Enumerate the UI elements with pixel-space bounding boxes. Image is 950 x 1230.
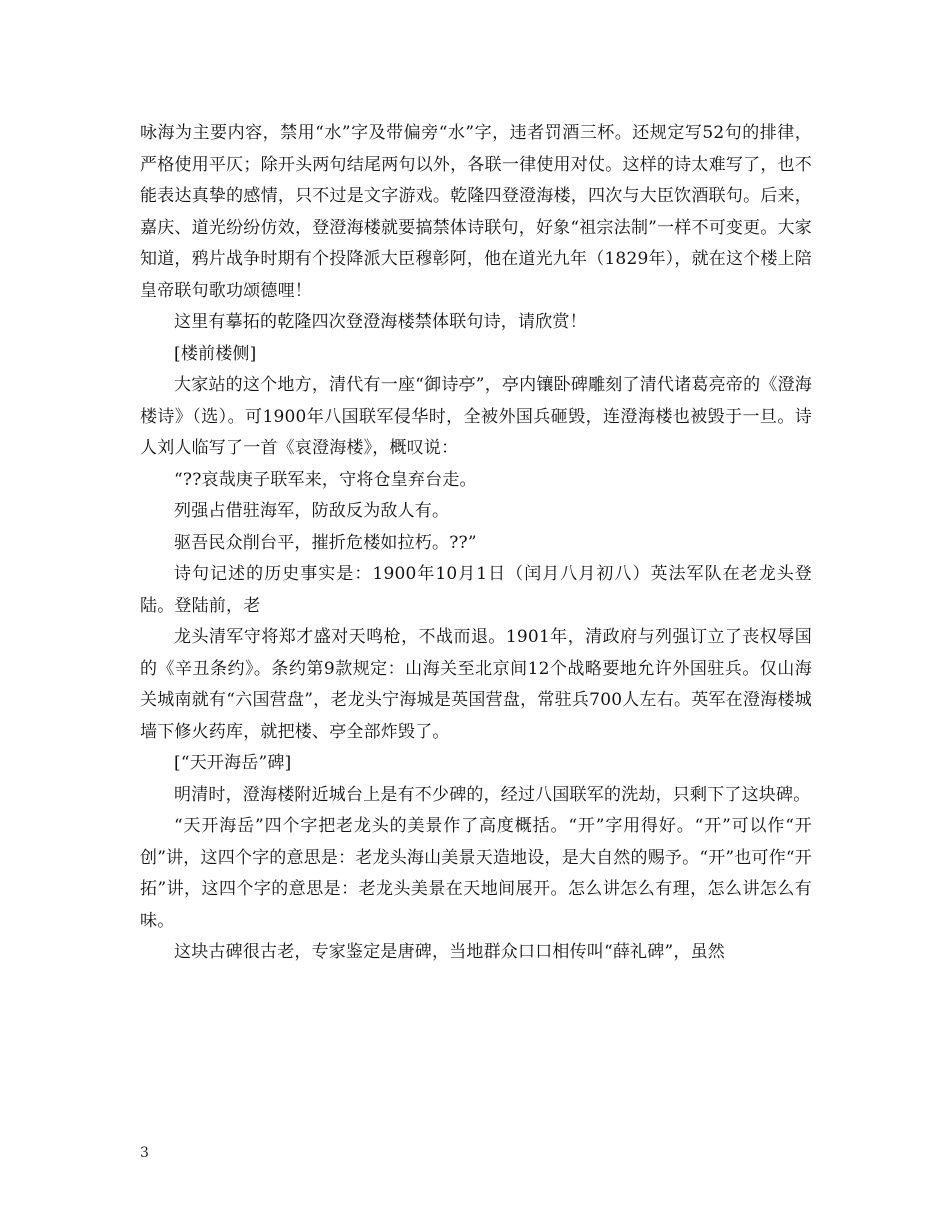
- paragraph: 明清时，澄海楼附近城台上是有不少碑的，经过八国联军的洗劫，只剩下了这块碑。: [174, 784, 811, 805]
- poem-line: 列强占借驻海军，防敌反为敌人有。: [174, 501, 450, 521]
- paragraph: “天开海岳”四个字把老龙头的美景作了高度概括。“开”字用得好。“开”可以作“开创”讲，这四个字的意思是：老龙头海山美景天造地设，是大自然的赐予。“开”也可作“开拓”讲，这四个字的意思是：老龙头美景在天地间展开。怎么讲怎么有理，怎么讲怎么有味。: [140, 816, 812, 931]
- page-number: 3: [140, 1145, 149, 1161]
- poem-line: 驱吾民众削台平，摧折危楼如拉朽。??”: [174, 532, 477, 553]
- paragraph: 龙头清军守将郑才盛对天鸣枪，不战而退。1901年，清政府与列强订立了丧权辱国的《辛丑条约》。条约第9款规定：山海关至北京间12个战略要地允许外国驻兵。仅山海关城南就有“六国营盘”，老龙头宁海城是英国营盘，常驻兵700人左右。英军在澄海楼城墙下修火药库，就把楼、亭全部炸毁了。: [140, 627, 812, 742]
- paragraph: 咏海为主要内容，禁用“水”字及带偏旁“水”字，违者罚酒三杯。还规定写52句的排律，严格使用平仄；除开头两句结尾两句以外，各联一律使用对仗。这样的诗太难写了，也不能表达真挚的感情，只不过是文字游戏。乾隆四登澄海楼，四次与大臣饮酒联句。后来，嘉庆、道光纷纷仿效，登澄海楼就要搞禁体诗联句，好象“祖宗法制”一样不可变更。大家知道，鸦片战争时期有个投降派大臣穆彰阿，他在道光九年（1829年），就在这个楼上陪皇帝联句歌功颂德哩！: [140, 123, 812, 301]
- paragraph: 诗句记述的历史事实是：1900年10月1日（闰月八月初八）英法军队在老龙头登陆。登陆前，老: [140, 564, 812, 616]
- section-heading: [“天开海岳”碑]: [174, 753, 292, 773]
- paragraph: 这块古碑很古老，专家鉴定是唐碑，当地群众口口相传叫“薛礼碑”，虽然: [174, 942, 725, 962]
- section-heading: [楼前楼侧]: [174, 343, 257, 364]
- document-body: [140, 118, 812, 969]
- paragraph: 这里有摹拓的乾隆四次登澄海楼禁体联句诗，请欣赏！: [174, 312, 587, 332]
- poem-line: “??哀哉庚子联军来，守将仓皇弃台走。: [174, 469, 477, 490]
- paragraph: 大家站的这个地方，清代有一座“御诗亭”，亭内镶卧碑雕刻了清代诸葛亮帝的《澄海楼诗》（选）。可1900年八国联军侵华时，全被外国兵砸毁，连澄海楼也被毁于一旦。诗人刘人临写了一首《哀澄海楼》，概叹说：: [140, 375, 812, 458]
